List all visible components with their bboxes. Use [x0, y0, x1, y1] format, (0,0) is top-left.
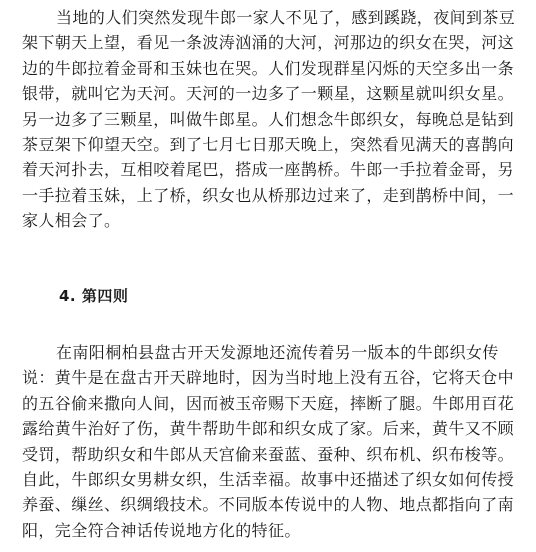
paragraph-niulang-reunion: [22, 5, 522, 234]
text-line: 养蚕、缫丝、织绸缎技术。不同版本传说中的人物、地点都指向了南: [22, 495, 515, 515]
text-line: 边的牛郎拉着金哥和玉妹也在哭。人们发现群星闪烁的天空多出一条: [22, 58, 515, 78]
text-line: 架下朝天上望，看见一条波涛汹涌的大河，河那边的织女在哭，河这: [22, 33, 515, 53]
text-line: 当地的人们突然发现牛郎一家人不见了，感到蹊跷，夜间到茶豆: [56, 8, 516, 27]
text-line: 露给黄牛治好了伤，黄牛帮助牛郎和织女成了家。后来，黄牛又不顾: [22, 419, 515, 439]
text-line: 家人相会了。: [22, 211, 121, 231]
text-line: 另一边多了三颗星，叫做牛郎星。人们想念牛郎织女，每晚总是钻到: [22, 109, 515, 129]
text-line: 茶豆架下仰望天空。到了七月七日那天晚上，突然看见满天的喜鹊向: [22, 135, 515, 155]
text-line: 银带，就叫它为天河。天河的一边多了一颗星，这颗星就叫织女星。: [22, 84, 515, 104]
section-heading: 4. 第四则: [59, 287, 129, 305]
text-line: 阳，完全符合神话传说地方化的特征。: [22, 520, 301, 540]
text-line: 自此，牛郎织女男耕女织，生活幸福。故事中还描述了织女如何传授: [22, 470, 515, 490]
text-line: 一手拉着玉妹，上了桥，织女也从桥那边过来了，走到鹊桥中间，一: [22, 185, 515, 205]
text-line: 受罚，帮助织女和牛郎从天宫偷来蚕蓝、蚕种、织布机、织布梭等。: [22, 444, 515, 464]
paragraph-nanyang-version: [22, 340, 522, 543]
text-line: 说：黄牛是在盘古开天辟地时，因为当时地上没有五谷，它将天仓中: [22, 368, 515, 388]
text-line: 在南阳桐柏县盘古开天发源地还流传着另一版本的牛郎织女传: [56, 343, 499, 362]
text-line: 着天河扑去，互相咬着尾巴，搭成一座鹊桥。牛郎一手拉着金哥，另: [22, 160, 515, 180]
text-line: 的五谷偷来撒向人间，因而被玉帝赐下天庭，摔断了腿。牛郎用百花: [22, 393, 515, 413]
